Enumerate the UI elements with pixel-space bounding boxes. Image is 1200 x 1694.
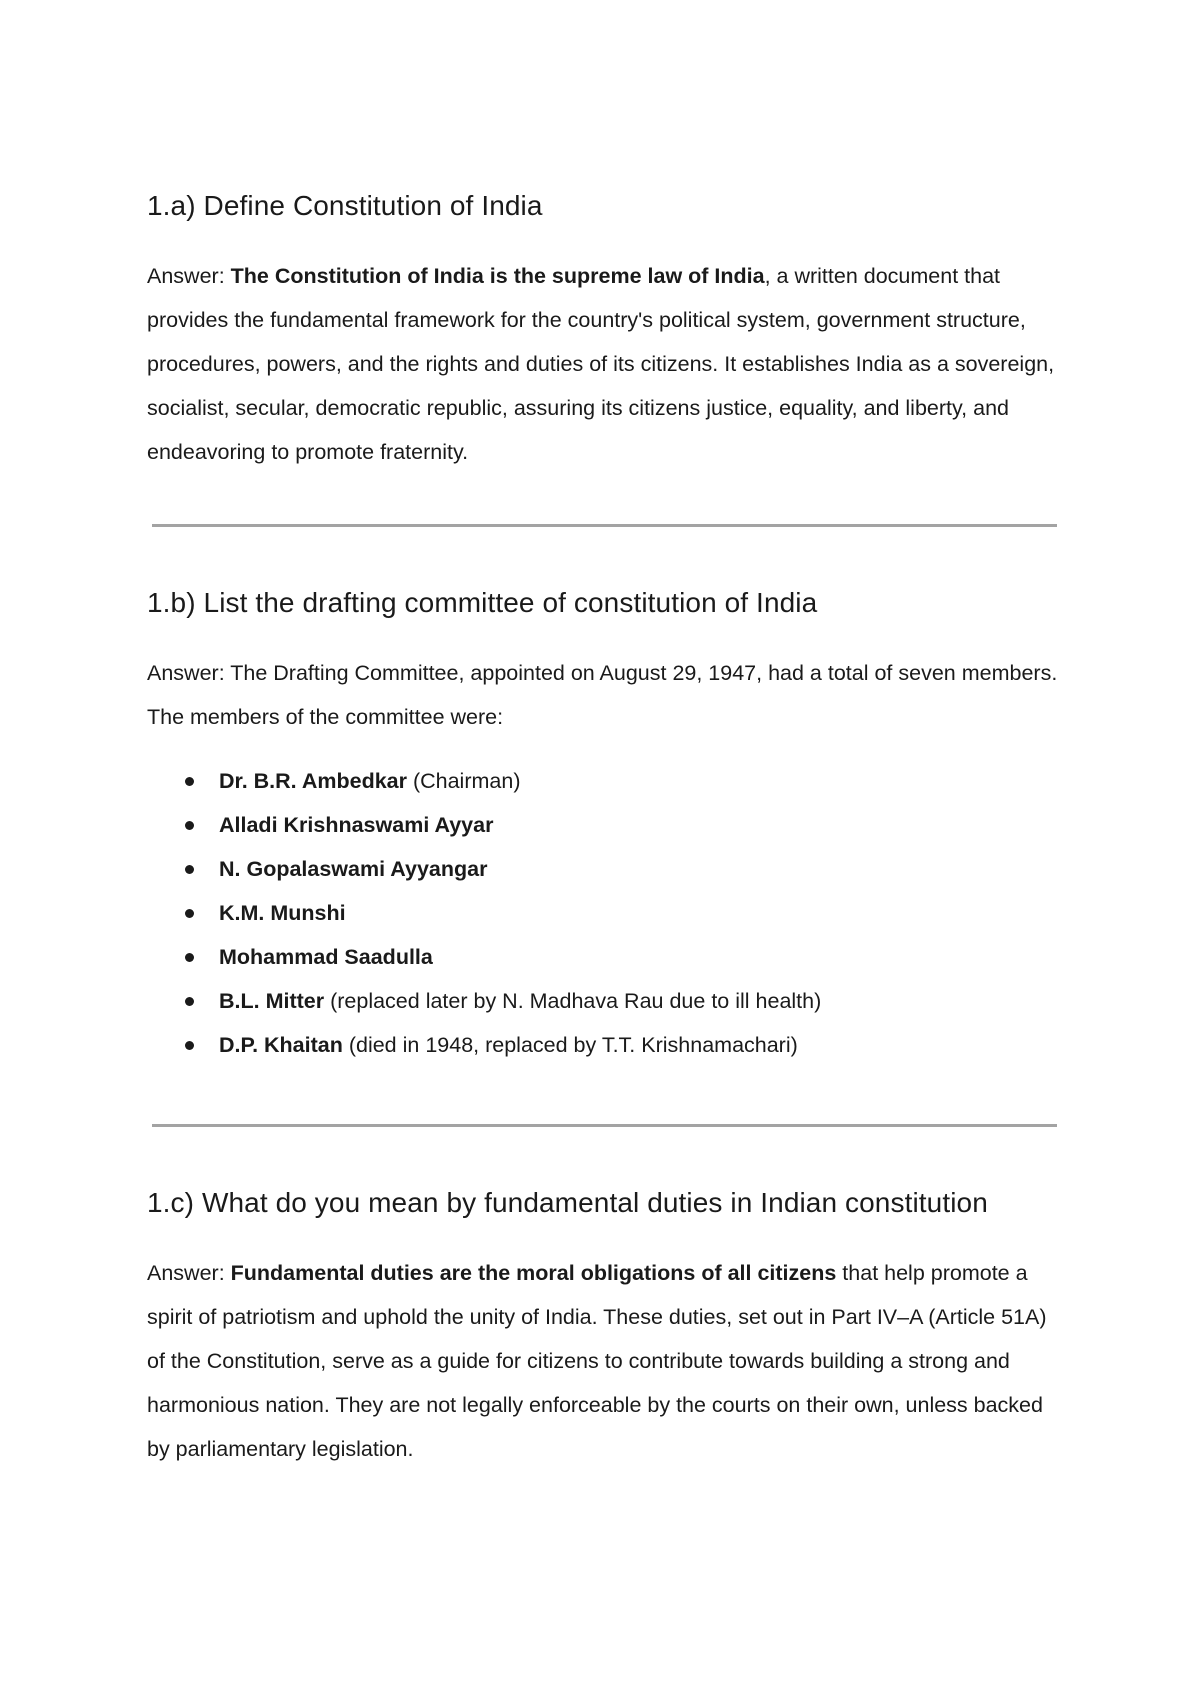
member-name: Alladi Krishnaswami Ayyar [219,813,494,837]
answer-paragraph [147,254,1062,474]
committee-members-list [147,759,1062,1067]
list-item [147,1023,1062,1067]
question-heading: 1.c) What do you mean by fundamental duties in Indian constitution [147,1187,988,1218]
list-item [147,979,1062,1023]
answer-prefix: Answer: [147,264,231,288]
bullet-icon [185,1041,194,1050]
question-heading: 1.a) Define Constitution of India [147,190,543,221]
member-note: (died in 1948, replaced by T.T. Krishnamachari) [342,1033,798,1057]
answer-prefix: Answer: [147,1261,231,1285]
list-item [147,803,1062,847]
bullet-icon [185,997,194,1006]
section-divider [152,1124,1057,1127]
answer-bold-text: Fundamental duties are the moral obligations of all citizens [230,1261,837,1285]
bullet-icon [185,953,194,962]
member-name: Mohammad Saadulla [219,945,433,969]
question-section-1a [147,186,1062,474]
member-name: K.M. Munshi [219,901,346,925]
answer-paragraph [147,1251,1062,1471]
list-item [147,935,1062,979]
member-name: Dr. B.R. Ambedkar [219,769,407,793]
member-name: D.P. Khaitan [219,1033,343,1057]
answer-bold-text: The Constitution of India is the supreme law of India [230,264,765,288]
answer-text: , a written document that provides the fundamental framework for the country's political system, government structure, procedures, powers, and the rights and duties of its citizens. It establishes India as a sovereign, socialist, secular, democratic republic, assuring its citizens justice, equality, and liberty, and endeavoring to promote fraternity. [147,264,1055,464]
answer-paragraph: Answer: The Drafting Committee, appointed on August 29, 1947, had a total of seven members. The members of the committee were: [147,661,1058,729]
answer-text: that help promote a spirit of patriotism and uphold the unity of India. These duties, set out in Part IV–A (Article 51A) of the Constitution, serve as a guide for citizens to contribute towards building a strong and harmonious nation. They are not legally enforceable by the courts on their own, unless backed by parliamentary legislation. [147,1261,1047,1461]
member-name: N. Gopalaswami Ayyangar [219,857,488,881]
question-section-1c [147,1183,1062,1471]
member-name: B.L. Mitter [219,989,325,1013]
member-note: (replaced later by N. Madhava Rau due to ill health) [324,989,822,1013]
bullet-icon [185,909,194,918]
member-note: (Chairman) [406,769,521,793]
list-item [147,891,1062,935]
section-divider [152,524,1057,527]
question-section-1b [147,583,1062,1067]
list-item [147,847,1062,891]
question-heading: 1.b) List the drafting committee of constitution of India [147,587,818,618]
document-content [147,186,1062,1471]
bullet-icon [185,777,194,786]
bullet-icon [185,821,194,830]
list-item [147,759,1062,803]
bullet-icon [185,865,194,874]
